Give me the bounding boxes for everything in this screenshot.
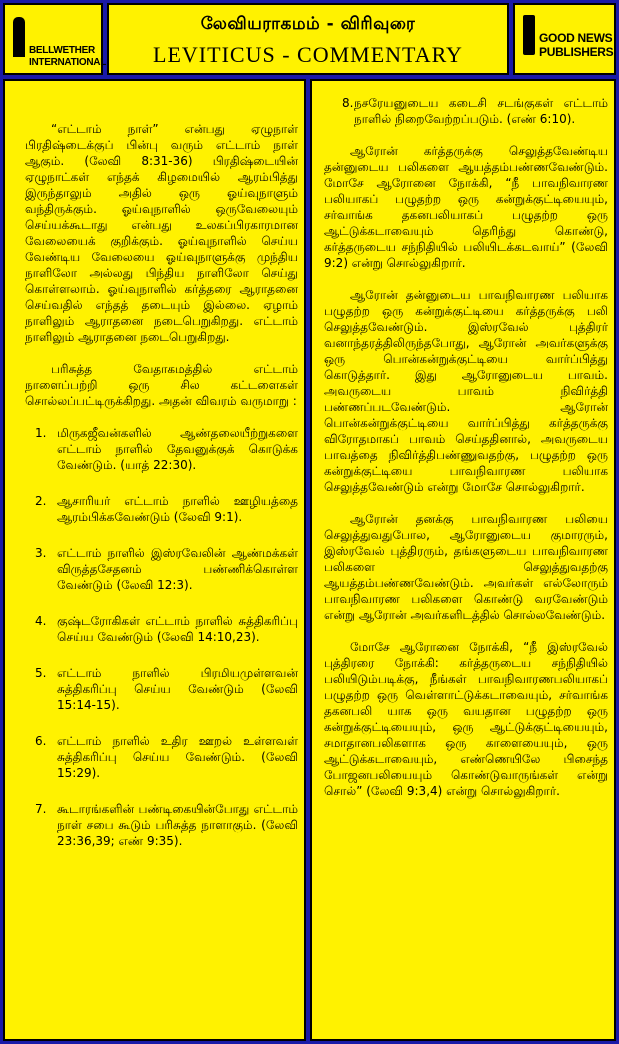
list-item <box>25 613 298 645</box>
bellwether-logo-line-1: BELLWETHER <box>29 45 95 56</box>
list-item <box>25 545 298 593</box>
title-tamil: லேவியராகமம் - விரிவுரை <box>200 14 416 34</box>
aaron-offerings-paragraph: ஆரோன் கர்த்தருக்கு செலுத்தவேண்டிய தன்னுடைய பலிகளை ஆயத்தம்பண்ணவேண்டும். மோசே ஆரோனை நோக்கி, “நீ பாவநிவாரண பலியாகப் பழுதற்ற ஒரு கன்றுக்குட்டியையும், சர்வாங்க தகனபலியாகப் பழுதற்ற ஒரு ஆட்டுக்கடாவையும் தெரிந்து கொண்டு, கர்த்தருடைய சந்நிதியில் பலியிடக்கடவாய்” (லேவி 9:2) என்று சொல்லுகிறார். <box>324 144 608 270</box>
list-item-number: 2. <box>35 494 47 508</box>
publisher-emblem-icon <box>523 15 535 55</box>
list-item-text: மிருகஜீவன்களில் ஆண்தலையீற்றுகளை எட்டாம் நாளில் தேவனுக்குக் கொடுக்க வேண்டும். (யாத் 22:30). <box>57 426 298 472</box>
list-item-text: குஷ்டரோகிகள் எட்டாம் நாளில் சுத்திகரிப்பு செய்ய வேண்டும் (லேவி 14:10,23). <box>57 614 298 644</box>
publisher-logo-line-1: GOOD NEWS <box>539 31 613 45</box>
list-item-number: 4. <box>35 614 47 628</box>
publisher-logo-text <box>539 31 613 59</box>
list-item <box>25 493 298 525</box>
list-item-text: எட்டாம் நாளில் உதிர ஊறல் உள்ளவள் சுத்திகரிப்பு செய்ய வேண்டும். (லேவி 15:29). <box>57 734 298 780</box>
intro-paragraph: “எட்டாம் நாள்” என்பது ஏழுநாள் பிரதிஷ்டைக்குப் பின்பு வரும் எட்டாம் நாள் ஆகும். (லேவி 8:31-36) பிரதிஷ்டையின் ஏழுநாட்கள் எந்தக் கிழமையில் ஆரம்பித்து இருந்தாலும் அதில் ஒரு ஓய்வுநாளும் வந்திருக்கும். ஓய்வுநாளில் ஒருவேலையும் செய்யக்கூடாது என்பது உலகப்பிரகாரமான வேலையைக் குறிக்கும். ஓய்வுநாளில் செய்ய வேண்டிய வேலையை ஓய்வுநாளுக்கு முந்திய நாளிலோ அல்லது பிந்திய நாளிலோ செய்து கொள்ளலாம். ஓய்வுநாளில் கர்த்தரை ஆராதனை செய்வதில் எந்தத் தடையும் இல்லை. ஏழாம் நாளிலும் ஆராதனை நடைபெறுகிறது. எட்டாம் நாளிலும் ஆராதனை நடைபெறுகிறது. <box>25 122 298 344</box>
list-item <box>25 733 298 781</box>
list-item-number: 6. <box>35 734 47 748</box>
commands-intro-paragraph: பரிசுத்த வேதாகமத்தில் எட்டாம் நாளைப்பற்றி ஒரு சில கட்டளைகள் சொல்லப்பட்டிருக்கிறது. அதன் விவரம் வருமாறு : <box>25 362 298 408</box>
list-item <box>25 665 298 713</box>
list-item <box>25 801 298 849</box>
page-header <box>107 3 509 75</box>
list-item-number: 1. <box>35 426 47 440</box>
good-news-publishers-logo <box>513 3 616 75</box>
list-item-text: நசரேயனுடைய கடைசி சடங்குகள் எட்டாம் நாளில் நிறைவேற்றப்படும். (எண் 6:10). <box>354 96 608 126</box>
list-item-text: கூடாரங்களின் பண்டிகையின்போது எட்டாம் நாள் சபை கூடும் பரிசுத்த நாளாகும். (லேவி 23:36,39; எண் 9:35). <box>57 802 298 848</box>
list-item-number: 3. <box>35 546 47 560</box>
right-column <box>310 79 616 1041</box>
bellwether-logo-text <box>29 45 106 69</box>
list-item-text: எட்டாம் நாளில் பிரமியமுள்ளவன் சுத்திகரிப்பு செய்ய வேண்டும் (லேவி 15:14-15). <box>57 666 298 712</box>
aaron-sin-offering-paragraph: ஆரோன் தன்னுடைய பாவநிவாரண பலியாக பழுதற்ற ஒரு கன்றுக்குட்டியை கர்த்தருக்கு பலி செலுத்தவேண்டும். இஸ்ரவேல் புத்திரர் வனாந்தரத்திலிருந்தபோது, ஆரோன் அவர்களுக்கு ஒரு பொன்கன்றுக்குட்டியை வார்ப்பித்து கொடுத்தார். இது ஆரோனுடைய பாவம். அவருடைய பாவம் நிவிர்த்தி பண்ணப்படவேண்டும். ஆரோன் பொன்கன்றுக்குட்டியை வார்ப்பித்து கர்த்தருக்கு விரோதமாகப் பாவம் செய்ததினால், அவருடைய பாவத்தை நிவிர்த்திபண்ணுவதற்கு, பழுதற்ற ஒரு கன்றுக்குட்டியை பாவநிவாரண பலியாக செலுத்தவேண்டும் என்று மோசே சொல்லுகிறார். <box>324 288 608 494</box>
publisher-logo-line-2: PUBLISHERS <box>539 45 614 59</box>
moses-instruction-paragraph: மோசே ஆரோனை நோக்கி, “நீ இஸ்ரவேல் புத்திரரை நோக்கி: கர்த்தருடைய சந்நிதியில் பலியிடும்படிக்கு, நீங்கள் பாவநிவாரணபலியாகப் பழுதற்ற ஒரு வெள்ளாட்டுக்கடாவையும், சர்வாங்க தகனபலி யாக ஒரு வயதான பழுதற்ற ஒரு கன்றுக்குட்டியையும், ஒரு ஆட்டுக்குட்டியையும், சமாதானபலிகளாக ஒரு காளையையும், ஒரு ஆட்டுக்கடாவையும், எண்ணெயிலே பிசைந்த போஜனபலியையும் கொண்டுவாருங்கள் என்று சொல்” (லேவி 9:3,4) என்று சொல்லுகிறார். <box>324 640 608 798</box>
eighth-day-list <box>25 425 298 849</box>
left-column <box>3 79 306 1041</box>
list-item <box>324 95 608 127</box>
list-item <box>25 425 298 473</box>
bellwether-logo-line-2: INTERNATIONAL <box>29 57 107 68</box>
list-item-number: 5. <box>35 666 47 680</box>
bellwether-logo <box>3 3 107 75</box>
list-item-number: 8. <box>342 96 354 110</box>
title-english: LEVITICUS - COMMENTARY <box>153 42 463 67</box>
eighth-day-list-continued <box>324 95 608 127</box>
list-item-text: ஆசாரியர் எட்டாம் நாளில் ஊழியத்தை ஆரம்பிக்கவேண்டும் (லேவி 9:1). <box>57 494 298 524</box>
people-offerings-paragraph: ஆரோன் தனக்கு பாவநிவாரண பலியை செலுத்துவதுபோல, ஆரோனுடைய குமாரரும், இஸ்ரவேல் புத்திரரும், தங்களுடைய பாவநிவாரண பலிகளை செலுத்துவதற்கு ஆயத்தம்பண்ணவேண்டும். அவர்கள் எல்லோரும் பாவநிவாரண பலிகளை கொண்டு வரவேண்டும் என்று ஆரோன் அவர்களிடத்தில் சொல்லவேண்டும். <box>324 512 608 622</box>
list-item-text: எட்டாம் நாளில் இஸ்ரவேலின் ஆண்மக்கள் விருத்தசேதனம் பண்ணிக்கொள்ள வேண்டும் (லேவி 12:3). <box>57 546 298 592</box>
bellwether-emblem-icon <box>13 17 25 57</box>
list-item-number: 7. <box>35 802 47 816</box>
